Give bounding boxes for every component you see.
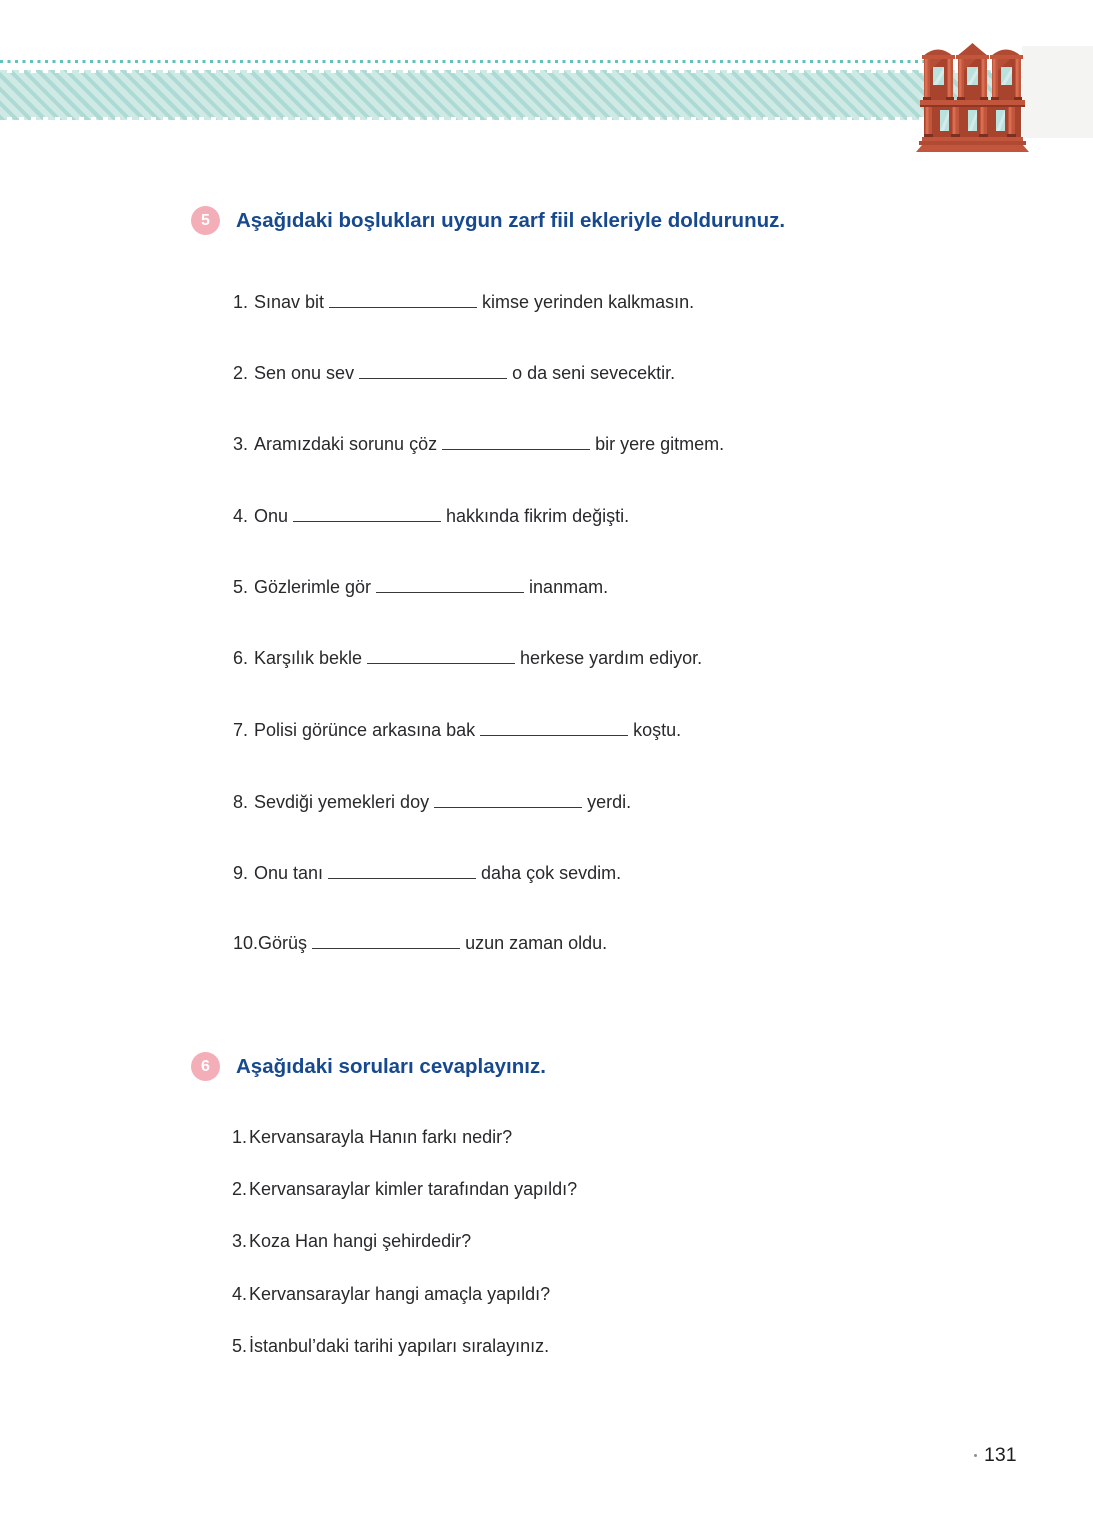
- item-text-post: uzun zaman oldu.: [465, 933, 608, 953]
- item-text-pre: Polisi görünce arkasına bak: [254, 720, 476, 740]
- item-number: 8.: [233, 792, 249, 812]
- petra-building-icon: [916, 42, 1029, 152]
- question-3: [232, 1229, 471, 1253]
- fill-blank-item-7: [233, 718, 681, 742]
- question-number: 4.: [232, 1284, 248, 1304]
- fill-blank-item-9: [233, 861, 621, 885]
- fill-blank-item-8: [233, 790, 631, 814]
- question-number: 3.: [232, 1231, 248, 1251]
- item-number: 7.: [233, 720, 249, 740]
- fill-blank-item-10: [233, 931, 607, 955]
- question-text: İstanbul’daki tarihi yapıları sıralayınız.: [249, 1336, 550, 1356]
- exercise5-badge: 5: [191, 206, 220, 235]
- item-text-post: kimse yerinden kalkmasın.: [482, 292, 695, 312]
- question-text: Kervansaraylar kimler tarafından yapıldı?: [249, 1179, 578, 1199]
- question-1: [232, 1125, 512, 1149]
- answer-blank: [442, 436, 590, 450]
- answer-blank: [312, 935, 460, 949]
- question-number: 1.: [232, 1127, 248, 1147]
- answer-blank: [376, 579, 524, 593]
- banner-shadow: [1022, 46, 1093, 138]
- dotted-divider-line: [0, 60, 936, 63]
- item-number: 6.: [233, 648, 249, 668]
- item-text-post: o da seni sevecektir.: [512, 363, 676, 383]
- answer-blank: [328, 865, 476, 879]
- fill-blank-item-4: [233, 504, 629, 528]
- item-number: 2.: [233, 363, 249, 383]
- item-text-post: bir yere gitmem.: [595, 434, 725, 454]
- page-number-value: 131: [984, 1444, 1017, 1466]
- fill-blank-item-3: [233, 432, 724, 456]
- item-text-post: hakkında fikrim değişti.: [446, 506, 630, 526]
- item-text-post: daha çok sevdim.: [481, 863, 622, 883]
- answer-blank: [293, 508, 441, 522]
- page-number: [974, 1444, 1017, 1467]
- item-text-pre: Gözlerimle gör: [254, 577, 372, 597]
- fill-blank-item-6: [233, 646, 702, 670]
- question-number: 5.: [232, 1336, 248, 1356]
- item-text-pre: Aramızdaki sorunu çöz: [254, 434, 438, 454]
- item-text-post: koştu.: [633, 720, 682, 740]
- item-number: 10.: [233, 933, 259, 953]
- page-number-dot-icon: [974, 1454, 977, 1457]
- question-text: Kervansarayla Hanın farkı nedir?: [249, 1127, 513, 1147]
- item-text-pre: Sevdiği yemekleri doy: [254, 792, 430, 812]
- item-text-post: yerdi.: [587, 792, 632, 812]
- item-text-pre: Onu tanı: [254, 863, 324, 883]
- question-4: [232, 1282, 550, 1306]
- answer-blank: [329, 294, 477, 308]
- answer-blank: [434, 794, 582, 808]
- item-number: 4.: [233, 506, 249, 526]
- fill-blank-item-1: [233, 290, 694, 314]
- question-number: 2.: [232, 1179, 248, 1199]
- item-text-pre: Görüş: [258, 933, 308, 953]
- striped-banner: [0, 70, 1016, 120]
- item-text-post: herkese yardım ediyor.: [520, 648, 703, 668]
- item-number: 9.: [233, 863, 249, 883]
- question-2: [232, 1177, 577, 1201]
- fill-blank-item-2: [233, 361, 675, 385]
- item-text-pre: Onu: [254, 506, 289, 526]
- item-text-post: inanmam.: [529, 577, 609, 597]
- answer-blank: [359, 365, 507, 379]
- question-text: Kervansaraylar hangi amaçla yapıldı?: [249, 1284, 551, 1304]
- fill-blank-item-5: [233, 575, 608, 599]
- exercise5-title: Aşağıdaki boşlukları uygun zarf fiil ekleriyle doldurunuz.: [236, 209, 786, 232]
- item-text-pre: Sınav bit: [254, 292, 325, 312]
- item-text-pre: Karşılık bekle: [254, 648, 363, 668]
- exercise6-title: Aşağıdaki soruları cevaplayınız.: [236, 1055, 546, 1078]
- answer-blank: [480, 722, 628, 736]
- item-number: 5.: [233, 577, 249, 597]
- answer-blank: [367, 650, 515, 664]
- question-text: Koza Han hangi şehirdedir?: [249, 1231, 472, 1251]
- item-text-pre: Sen onu sev: [254, 363, 355, 383]
- item-number: 3.: [233, 434, 249, 454]
- question-5: [232, 1334, 549, 1358]
- item-number: 1.: [233, 292, 249, 312]
- exercise6-badge: 6: [191, 1052, 220, 1081]
